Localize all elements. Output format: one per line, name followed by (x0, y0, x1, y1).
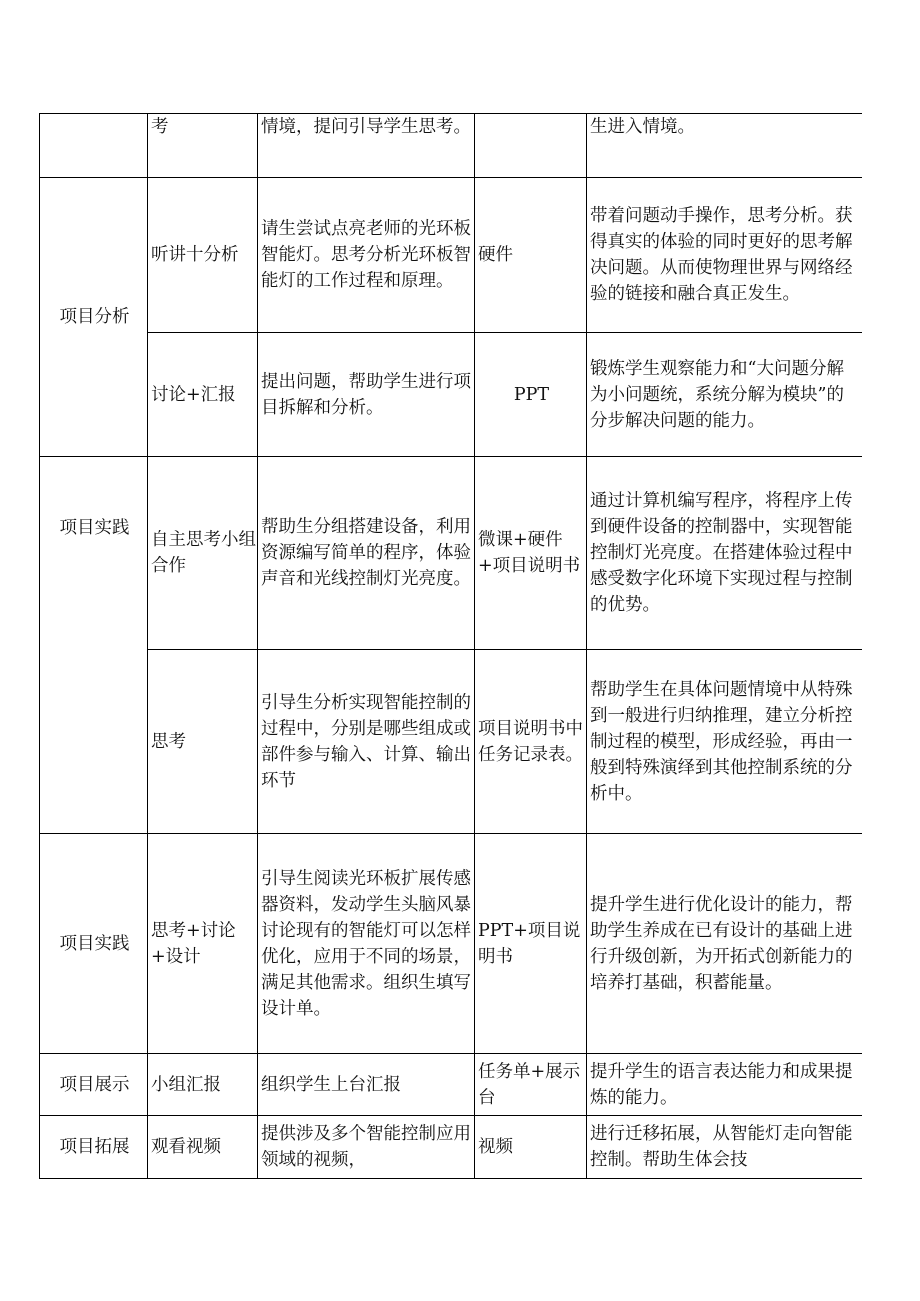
resource-cell (475, 114, 587, 178)
table-row (40, 1116, 862, 1179)
table-row (40, 834, 862, 1054)
teacher-activity-cell: 引导生分析实现智能控制的过程中，分别是哪些组成或部件参与输入、计算、输出环节 (258, 650, 475, 834)
resource-cell: 硬件 (475, 178, 587, 333)
teacher-activity-cell: 提供涉及多个智能控制应用领域的视频， (258, 1116, 475, 1179)
teacher-activity-cell: 情境，提问引导学生思考。 (258, 114, 475, 178)
teacher-activity-cell: 请生尝试点亮老师的光环板智能灯。思考分析光环板智能灯的工作过程和原理。 (258, 178, 475, 333)
method-cell: 小组汇报 (148, 1054, 258, 1116)
stage-cell: 项目实践 (40, 834, 148, 1054)
table-row (40, 1054, 862, 1116)
purpose-cell: 锻炼学生观察能力和“大问题分解为小问题统，系统分解为模块”的分步解决问题的能力。 (587, 333, 862, 457)
resource-cell: 项目说明书中任务记录表。 (475, 650, 587, 834)
table-row (40, 114, 862, 178)
teacher-activity-cell: 组织学生上台汇报 (258, 1054, 475, 1116)
method-cell: 观看视频 (148, 1116, 258, 1179)
table-row (40, 457, 862, 650)
resource-cell: PPT (475, 333, 587, 457)
purpose-cell: 进行迁移拓展，从智能灯走向智能控制。帮助生体会技 (587, 1116, 862, 1179)
table-row (40, 650, 862, 834)
method-cell: 讨论+汇报 (148, 333, 258, 457)
stage-cell: 项目分析 (40, 178, 148, 457)
purpose-cell: 帮助学生在具体问题情境中从特殊到一般进行归纳推理，建立分析控制过程的模型，形成经验，再由一般到特殊演绎到其他控制系统的分析中。 (587, 650, 862, 834)
lesson-plan-table (39, 113, 862, 1179)
purpose-cell: 提升学生的语言表达能力和成果提炼的能力。 (587, 1054, 862, 1116)
teacher-activity-cell: 帮助生分组搭建设备，利用资源编写简单的程序，体验声音和光线控制灯光亮度。 (258, 457, 475, 650)
stage-cell (40, 114, 148, 178)
table-row (40, 178, 862, 333)
table-row (40, 333, 862, 457)
stage-cell: 项目拓展 (40, 1116, 148, 1179)
method-cell: 思考 (148, 650, 258, 834)
teacher-activity-cell: 提出问题，帮助学生进行项目拆解和分析。 (258, 333, 475, 457)
teacher-activity-cell: 引导生阅读光环板扩展传感器资料，发动学生头脑风暴讨论现有的智能灯可以怎样优化，应用于不同的场景，满足其他需求。组织生填写设计单。 (258, 834, 475, 1054)
method-cell: 思考+讨论+设计 (148, 834, 258, 1054)
method-cell: 考 (148, 114, 258, 178)
resource-cell: PPT+项目说明书 (475, 834, 587, 1054)
resource-cell: 视频 (475, 1116, 587, 1179)
method-cell: 听讲十分析 (148, 178, 258, 333)
purpose-cell: 通过计算机编写程序，将程序上传到硬件设备的控制器中，实现智能控制灯光亮度。在搭建体验过程中感受数字化环境下实现过程与控制的优势。 (587, 457, 862, 650)
stage-cell: 项目实践 (40, 457, 148, 834)
method-cell: 自主思考小组合作 (148, 457, 258, 650)
purpose-cell: 带着问题动手操作，思考分析。获得真实的体验的同时更好的思考解决问题。从而使物理世界与网络经验的链接和融合真正发生。 (587, 178, 862, 333)
purpose-cell: 提升学生进行优化设计的能力，帮助学生养成在已有设计的基础上进行升级创新，为开拓式创新能力的培养打基础，积蓄能量。 (587, 834, 862, 1054)
purpose-cell: 生进入情境。 (587, 114, 862, 178)
resource-cell: 任务单+展示台 (475, 1054, 587, 1116)
resource-cell: 微课+硬件+项目说明书 (475, 457, 587, 650)
stage-cell: 项目展示 (40, 1054, 148, 1116)
